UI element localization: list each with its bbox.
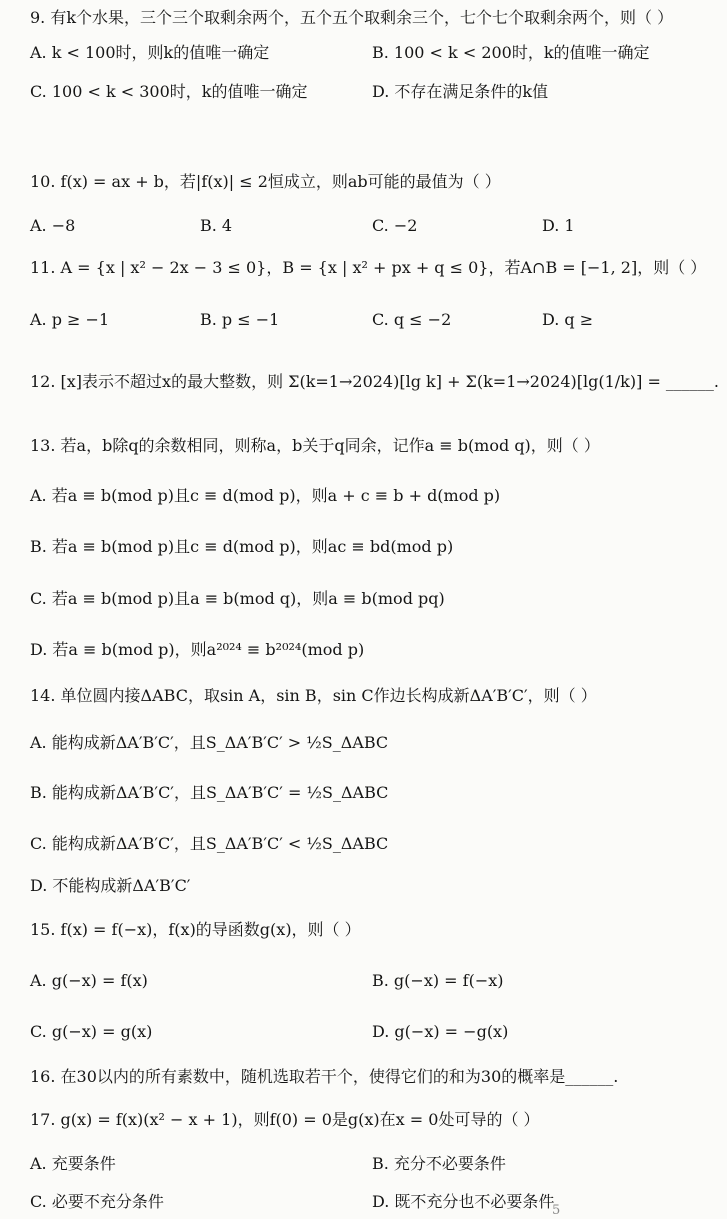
question-11-option-c: C. q ≤ −2 (372, 310, 452, 329)
question-15-option-c: C. g(−x) = g(x) (30, 1022, 153, 1041)
question-14-option-d: D. 不能构成新ΔA′B′C′ (30, 876, 191, 895)
question-11-option-b: B. p ≤ −1 (200, 310, 280, 329)
question-9-option-a: A. k < 100时，则k的值唯一确定 (30, 43, 270, 62)
question-14-option-c: C. 能构成新ΔA′B′C′，且S_ΔA′B′C′ < ½S_ΔABC (30, 834, 389, 853)
question-9-option-d: D. 不存在满足条件的k值 (372, 82, 549, 101)
question-17-option-b: B. 充分不必要条件 (372, 1154, 506, 1173)
question-9-option-b: B. 100 < k < 200时，k的值唯一确定 (372, 43, 650, 62)
question-14-stem: 14. 单位圆内接ΔABC，取sin A，sin B，sin C作边长构成新ΔA′B′C′，则（ ） (30, 686, 597, 705)
question-17-option-d: D. 既不充分也不必要条件 (372, 1192, 555, 1211)
question-13-option-d: D. 若a ≡ b(mod p)，则a²⁰²⁴ ≡ b²⁰²⁴(mod p) (30, 640, 365, 659)
question-9-stem: 9. 有k个水果，三个三个取剩余两个，五个五个取剩余三个，七个七个取剩余两个，则（ ） (30, 8, 674, 27)
question-15-stem: 15. f(x) = f(−x)，f(x)的导函数g(x)，则（ ） (30, 920, 361, 939)
question-10-option-a: A. −8 (30, 216, 76, 235)
question-10-option-d: D. 1 (542, 216, 575, 235)
question-15-option-b: B. g(−x) = f(−x) (372, 971, 504, 990)
question-11-stem: 11. A = {x | x² − 2x − 3 ≤ 0}，B = {x | x² + px + q ≤ 0}，若A∩B = [−1, 2]，则（ ） (30, 258, 707, 277)
question-15-option-d: D. g(−x) = −g(x) (372, 1022, 509, 1041)
question-10-option-c: C. −2 (372, 216, 418, 235)
question-17-option-c: C. 必要不充分条件 (30, 1192, 164, 1211)
question-13-stem: 13. 若a，b除q的余数相同，则称a，b关于q同余，记作a ≡ b(mod q)，则（ ） (30, 436, 600, 455)
question-11-option-a: A. p ≥ −1 (30, 310, 110, 329)
question-9-option-c: C. 100 < k < 300时，k的值唯一确定 (30, 82, 308, 101)
question-13-option-a: A. 若a ≡ b(mod p)且c ≡ d(mod p)，则a + c ≡ b + d(mod p) (30, 486, 501, 505)
question-12-stem: 12. [x]表示不超过x的最大整数，则 Σ(k=1→2024)[lg k] + Σ(k=1→2024)[lg(1/k)] = ______. (30, 372, 720, 391)
page-corner-mark: 5 (552, 1203, 561, 1218)
question-13-option-c: C. 若a ≡ b(mod p)且a ≡ b(mod q)，则a ≡ b(mod pq) (30, 589, 445, 608)
question-17-option-a: A. 充要条件 (30, 1154, 116, 1173)
question-17-stem: 17. g(x) = f(x)(x² − x + 1)，则f(0) = 0是g(x)在x = 0处可导的（ ） (30, 1110, 540, 1129)
question-14-option-b: B. 能构成新ΔA′B′C′，且S_ΔA′B′C′ = ½S_ΔABC (30, 783, 389, 802)
question-10-option-b: B. 4 (200, 216, 233, 235)
question-14-option-a: A. 能构成新ΔA′B′C′，且S_ΔA′B′C′ > ½S_ΔABC (30, 733, 389, 752)
question-16-stem: 16. 在30以内的所有素数中，随机选取若干个，使得它们的和为30的概率是______. (30, 1067, 619, 1086)
question-11-option-d: D. q ≥ (542, 310, 594, 329)
question-10-stem: 10. f(x) = ax + b，若|f(x)| ≤ 2恒成立，则ab可能的最值为（ ） (30, 172, 501, 191)
question-15-option-a: A. g(−x) = f(x) (30, 971, 148, 990)
question-13-option-b: B. 若a ≡ b(mod p)且c ≡ d(mod p)，则ac ≡ bd(mod p) (30, 537, 454, 556)
